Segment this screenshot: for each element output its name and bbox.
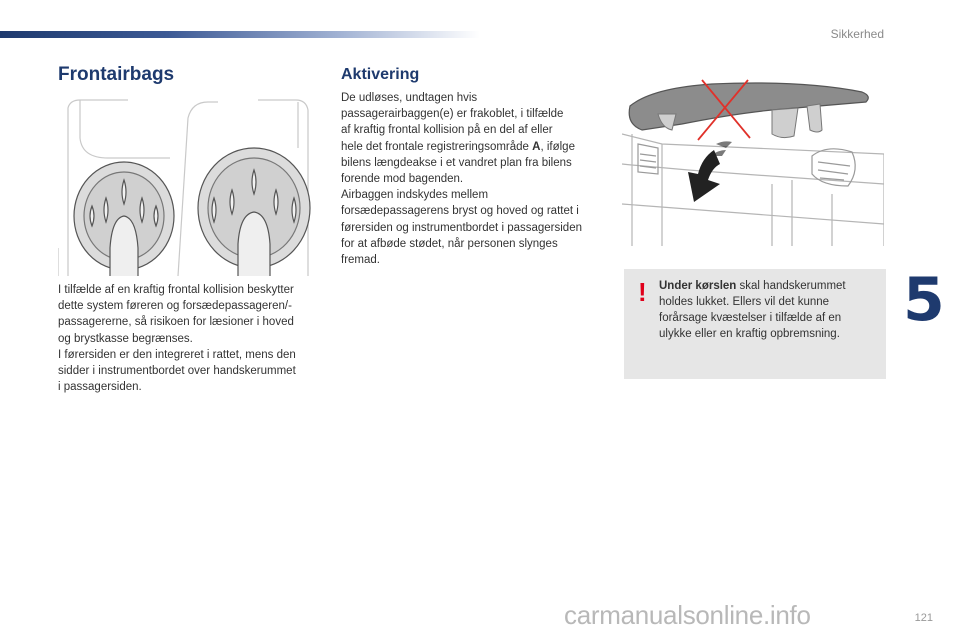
driver-airbag (74, 162, 174, 276)
text-line: passagerairbaggen(e) er frakoblet, i tilfælde (341, 108, 564, 121)
air-vent-left (638, 144, 658, 174)
text-line: I tilfælde af en kraftig frontal kollision beskytter (58, 284, 294, 296)
text-line: og brystkasse begrænses. (58, 332, 193, 345)
warning-box (624, 269, 886, 379)
section-label: Sikkerhed (830, 27, 884, 41)
text-line: forende mod bagenden. (341, 173, 464, 186)
warning-line: ulykke eller en kraftig opbremsning. (659, 328, 840, 340)
text-line: passagererne, så risikoen for læsioner i hoved (58, 316, 294, 329)
warning-lead: Under kørslen (659, 280, 737, 292)
page-number: 121 (914, 612, 933, 624)
text-line: I førersiden er den integreret i rattet, mens den (58, 348, 296, 361)
warning-line: skal handskerummet (736, 280, 846, 292)
text-line: fremad. (341, 254, 380, 267)
aktivering-title: Aktivering (341, 66, 420, 83)
warning-text (659, 278, 871, 342)
text-line: førersiden og instrumentbordet i passagersiden (341, 221, 582, 234)
aktivering-paragraph (341, 90, 603, 268)
text-line: Airbaggen indskydes mellem (341, 189, 489, 202)
text-line: i passagersiden. (58, 381, 142, 394)
zone-letter: A (532, 140, 541, 153)
frontairbags-title: Frontairbags (58, 64, 175, 85)
text-line: forsædepassagerens bryst og hoved og rattet i (341, 205, 579, 218)
warning-line: forårsage kvæstelser i tilfælde af en (659, 312, 842, 324)
text-line: dette system føreren og forsædepassageren/- (58, 300, 292, 313)
text-line: De udløses, undtagen hvis (341, 92, 478, 104)
watermark: carmanualsonline.info (564, 600, 811, 630)
text-line: for at afbøde stødet, når personen slynges (341, 237, 558, 250)
airbag-module (629, 83, 868, 138)
text-line (341, 139, 603, 155)
glovebox-dashboard-illustration (622, 74, 884, 246)
text-line: af kraftig frontal kollision på en del af eller (341, 124, 553, 137)
text-line: bilens længdeakse i et vandret plan fra bilens (341, 156, 572, 169)
text-line: sidder i instrumentbordet over handskerummet (58, 365, 296, 378)
header-color-bar (0, 31, 480, 38)
airbag-seats-illustration (58, 98, 320, 276)
text-line-part: hele det frontale registreringsområde (341, 140, 533, 153)
warning-line: holdes lukket. Ellers vil det kunne (659, 296, 830, 308)
exclamation-icon: ! (638, 277, 647, 307)
passenger-airbag (198, 148, 310, 276)
text-line-part: , ifølge (540, 140, 575, 153)
frontairbags-paragraph (58, 282, 323, 395)
deploy-arrow-icon (688, 141, 732, 202)
chapter-number: 5 (903, 265, 945, 335)
